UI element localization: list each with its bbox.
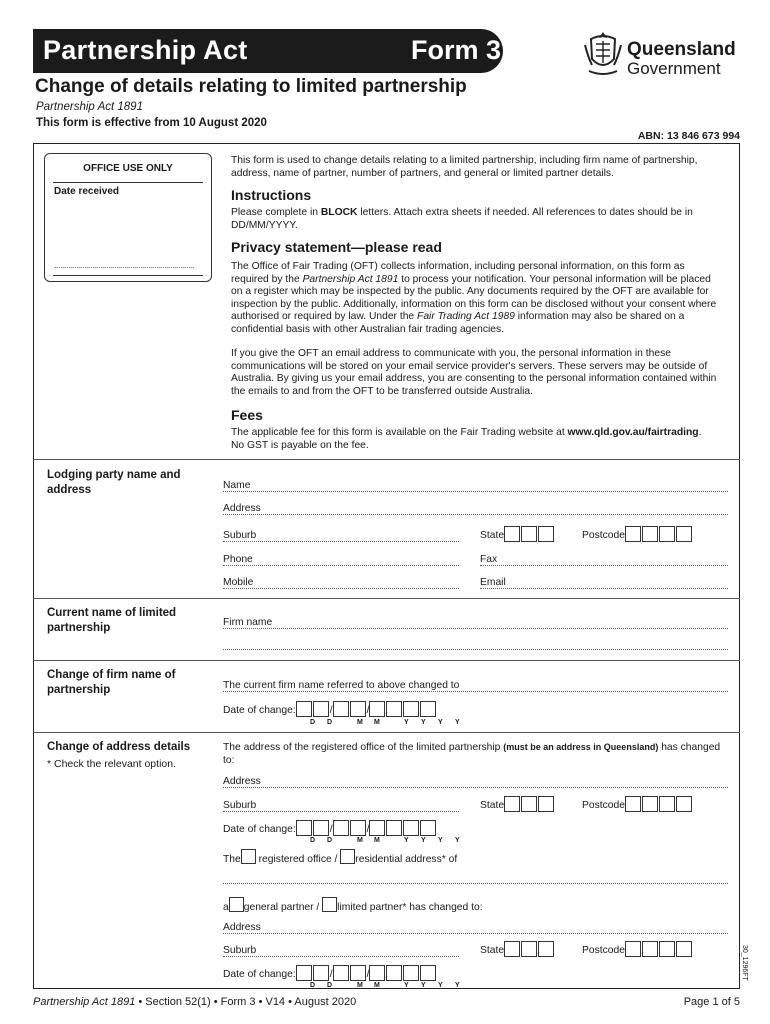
divider <box>33 732 740 733</box>
change-name-heading: Change of firm name of partnership <box>47 669 176 696</box>
lodging-phone-field[interactable]: Phone <box>223 554 459 566</box>
purpose-text: This form is used to change details relating to a limited partnership, including firm name of partnership, address, name of partner, number of partners, and general or limited partner details. <box>231 155 698 179</box>
partner-name-field[interactable] <box>223 872 728 884</box>
divider <box>33 459 740 460</box>
registered-office-checkbox[interactable] <box>241 849 256 864</box>
name-change-date-field[interactable]: Date of change: / / <box>223 701 437 717</box>
partner-postcode-field[interactable]: Postcode <box>582 941 693 957</box>
page-number: Page 1 of 5 <box>683 996 740 1008</box>
divider <box>33 598 740 599</box>
change-address-heading: Change of address details <box>47 741 191 753</box>
coat-of-arms-icon <box>583 29 623 79</box>
residential-address-checkbox[interactable] <box>340 849 355 864</box>
firm-name-field[interactable]: Firm name <box>223 617 728 629</box>
abn: ABN: 13 846 673 994 <box>637 130 740 142</box>
form-subtitle: Change of details relating to limited partnership <box>35 76 467 97</box>
partner-suburb-field[interactable]: Suburb <box>223 945 459 957</box>
footer-reference: Partnership Act 1891 • Section 52(1) • Form 3 • V14 • August 2020 <box>33 996 357 1008</box>
address-change-date-field[interactable]: Date of change: / / <box>223 820 437 836</box>
registered-state-field[interactable]: State <box>480 796 555 812</box>
privacy-text-1: The Office of Fair Trading (OFT) collects information, including personal information, on this form as required by the Partnership Act 1891 to process your notification. Your personal information will be placed on a register which may be inspected by the public. Any documents required by the OFT are available for inspection by the public. Additionally, information on this form can be disclosed without your consent where authorised or required by law. Under the Fair Trading Act 1989 information may also be shared on a confidential basis with other Australian fair trading agencies. <box>231 261 717 335</box>
fees-heading: Fees <box>231 407 263 423</box>
form-banner <box>33 29 503 73</box>
registered-suburb-field[interactable]: Suburb <box>223 800 459 812</box>
general-partner-checkbox[interactable] <box>229 897 244 912</box>
queensland-government-logo <box>583 29 743 81</box>
fees-text: The applicable fee for this form is available on the Fair Trading website at www.qld.gov.au/fairtrading. No GST is payable on the fee. <box>231 427 702 451</box>
instructions-heading: Instructions <box>231 187 312 203</box>
partner-address-type-row: The registered office / residential address* of <box>223 849 457 865</box>
lodging-party-heading: Lodging party name and address <box>47 469 181 496</box>
address-change-intro: The address of the registered office of the limited partnership (must be an address in Queensland) has changed to: <box>223 742 721 766</box>
office-use-box <box>44 153 212 282</box>
banner-title: Partnership Act <box>43 35 248 65</box>
lodging-fax-field[interactable]: Fax <box>480 554 728 566</box>
limited-partner-checkbox[interactable] <box>322 897 337 912</box>
new-firm-name-field[interactable]: The current firm name referred to above changed to <box>223 680 728 692</box>
registered-address-field[interactable]: Address <box>223 776 728 788</box>
firm-name-field-line2[interactable] <box>223 640 728 650</box>
partner-new-address-field[interactable]: Address <box>223 922 728 934</box>
current-name-heading: Current name of limited partnership <box>47 607 177 634</box>
partner-change-date-field[interactable]: Date of change: / / <box>223 965 437 981</box>
lodging-suburb-field[interactable]: Suburb <box>223 530 459 542</box>
date-received-label: Date received <box>54 186 120 197</box>
partner-state-field[interactable]: State <box>480 941 555 957</box>
check-option-note: * Check the relevant option. <box>47 758 176 770</box>
effective-date: This form is effective from 10 August 2020 <box>36 117 267 129</box>
gov-name-line1: Queensland <box>627 39 736 60</box>
lodging-name-field[interactable]: Name <box>223 480 728 492</box>
form-code: 30_1296FT <box>741 945 748 981</box>
lodging-mobile-field[interactable]: Mobile <box>223 577 459 589</box>
privacy-text-2: If you give the OFT an email address to communicate with you, the personal information in these communications will be stored on your email service provider's servers. These servers may be outside of Australia. By giving us your email address, you are consenting to the personal information contained within the emails to and from the OFT to be transferred outside Australia. <box>231 348 717 397</box>
partner-type-row: a general partner / limited partner* has changed to: <box>223 897 483 913</box>
office-use-heading: OFFICE USE ONLY <box>83 163 173 174</box>
lodging-email-field[interactable]: Email <box>480 577 728 589</box>
banner-form-number: Form 3 <box>411 35 502 65</box>
instructions-text: Please complete in BLOCK letters. Attach extra sheets if needed. All references to dates should be in DD/MM/YYYY. <box>231 207 693 231</box>
divider <box>33 660 740 661</box>
act-reference: Partnership Act 1891 <box>36 101 143 113</box>
date-received-line: ...................................................................... <box>54 260 195 270</box>
privacy-heading: Privacy statement—please read <box>231 239 442 255</box>
gov-name-line2: Government <box>627 59 721 78</box>
registered-postcode-field[interactable]: Postcode <box>582 796 693 812</box>
lodging-state-field[interactable]: State <box>480 526 555 542</box>
lodging-postcode-field[interactable]: Postcode <box>582 526 693 542</box>
lodging-address-field[interactable]: Address <box>223 503 728 515</box>
